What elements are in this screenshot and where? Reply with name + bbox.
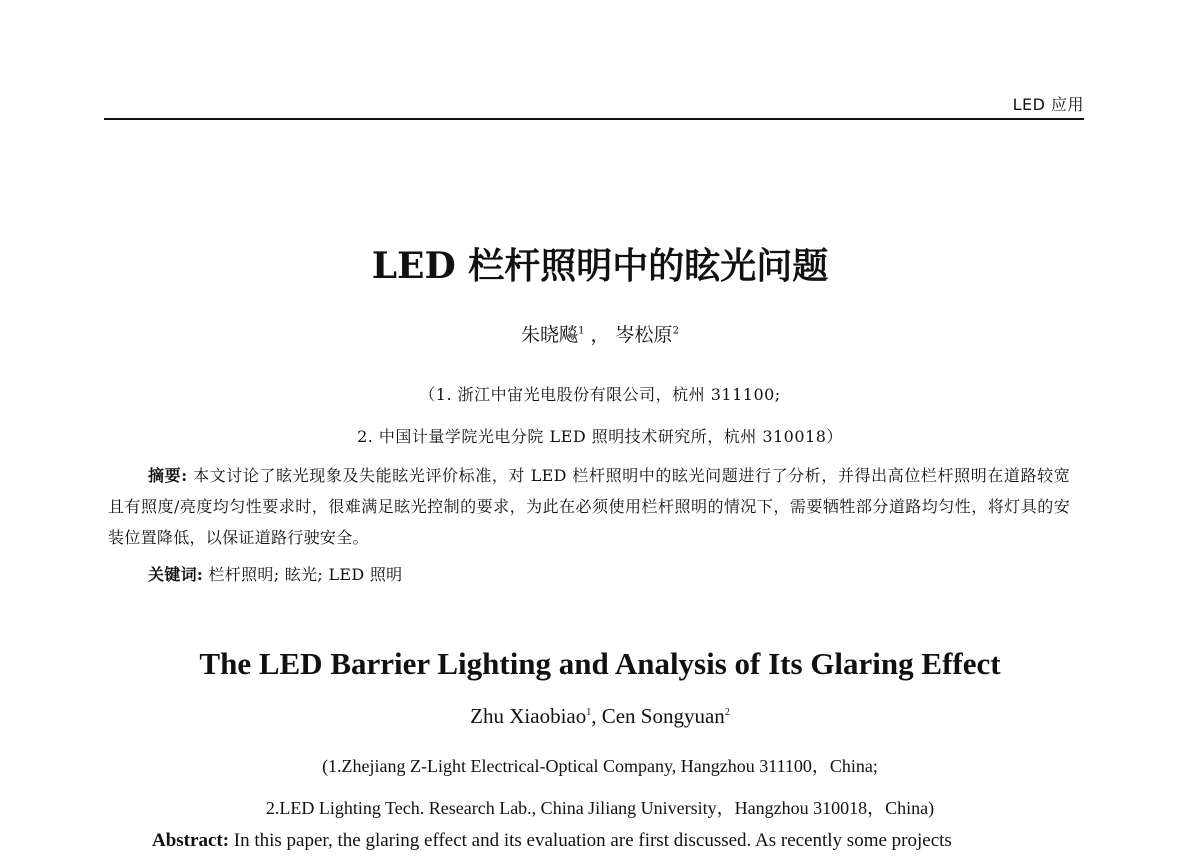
english-affiliation-1: (1.Zhejiang Z-Light Electrical-Optical Company, Hangzhou 311100，China; xyxy=(322,756,878,776)
english-author-name: Cen Songyuan xyxy=(601,704,725,728)
chinese-keywords-text: 栏杆照明; 眩光; LED 照明 xyxy=(208,565,403,584)
chinese-title: LED 栏杆照明中的眩光问题 xyxy=(371,245,829,287)
english-affiliation-2: 2.LED Lighting Tech. Research Lab., China Jiliang University，Hangzhou 310018，China) xyxy=(265,798,935,818)
chinese-author-name: 朱晓飚 xyxy=(521,324,579,346)
english-author-name: Zhu Xiaobiao xyxy=(470,704,587,728)
chinese-affiliation-1: （1. 浙江中宙光电股份有限公司，杭州 311100; xyxy=(419,385,781,404)
section-header-label: LED 应用 xyxy=(1012,95,1084,114)
author-affiliation-mark: 2 xyxy=(672,325,679,337)
english-abstract xyxy=(152,830,1082,852)
author-affiliation-mark: 1 xyxy=(578,325,585,337)
chinese-keywords-label: 关键词: xyxy=(148,565,204,584)
english-title: The LED Barrier Lighting and Analysis of Its Glaring Effect xyxy=(199,646,1001,681)
header-rule xyxy=(104,118,1084,120)
chinese-abstract xyxy=(108,460,1070,553)
chinese-authors xyxy=(0,320,1200,347)
chinese-abstract-label: 摘要: xyxy=(148,466,188,485)
author-affiliation-mark: 2 xyxy=(724,707,730,718)
chinese-keywords xyxy=(148,562,402,585)
chinese-author-name: 岑松原 xyxy=(615,324,673,346)
chinese-affiliation-2: 2. 中国计量学院光电分院 LED 照明技术研究所，杭州 310018） xyxy=(357,427,843,446)
author-separator: , xyxy=(591,704,602,728)
chinese-abstract-text: 本文讨论了眩光现象及失能眩光评价标准，对 LED 栏杆照明中的眩光问题进行了分析，并得出高位栏杆照明在道路较宽且有照度/亮度均匀性要求时，很难满足眩光控制的要求，为此在必须使用栏杆照明的情况下，需要牺牲部分道路均匀性，将灯具的安装位置降低，以保证道路行驶安全。 xyxy=(108,466,1070,547)
author-affiliation-mark: 1 xyxy=(586,707,592,718)
english-authors xyxy=(0,704,1200,729)
english-abstract-label: Abstract: xyxy=(152,830,230,851)
english-abstract-text: In this paper, the glaring effect and its evaluation are first discussed. As recently some projects xyxy=(233,830,952,851)
author-separator: ， xyxy=(590,324,610,346)
